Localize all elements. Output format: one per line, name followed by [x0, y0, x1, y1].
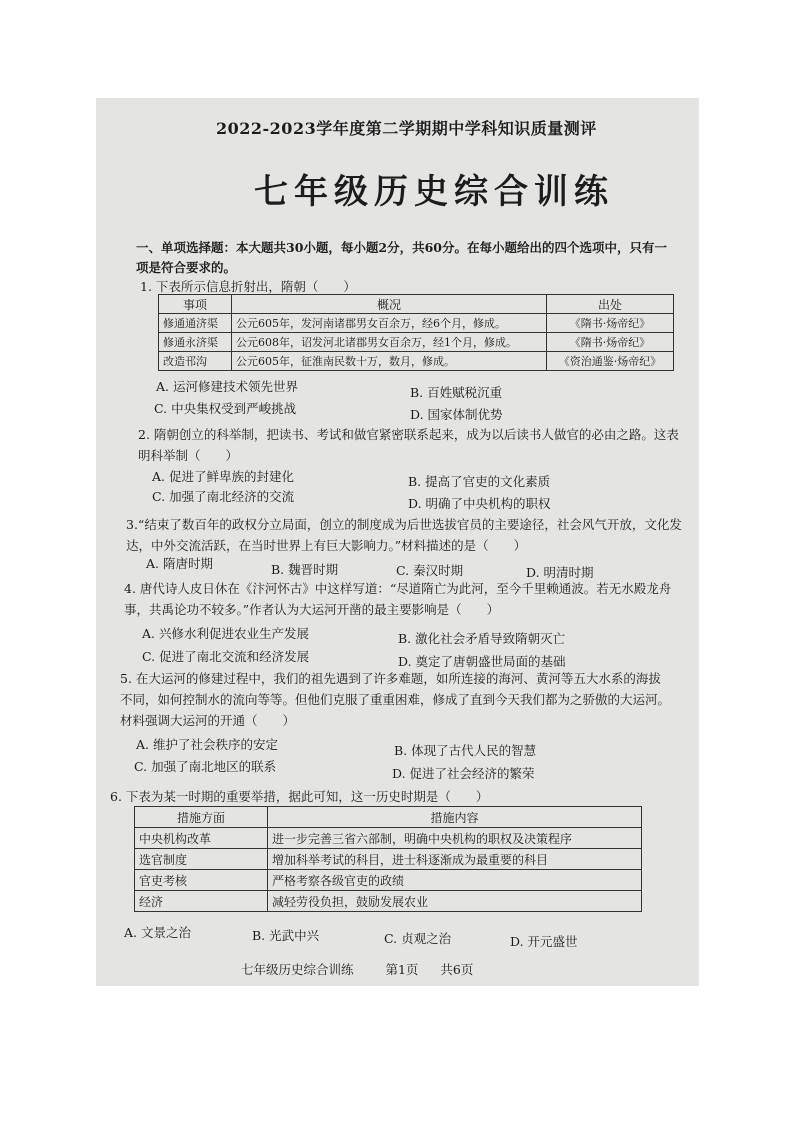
table-row — [135, 870, 642, 891]
table-row — [135, 891, 642, 912]
table-cell: 修通通济渠 — [159, 314, 232, 333]
section-heading: 一、单项选择题：本大题共30小题，每小题2分，共60分。在每小题给出的四个选项中，只有一项是符合要求的。 — [136, 240, 667, 275]
option-a: A. 促进了鲜卑族的封建化 — [152, 469, 294, 484]
option-d: D. 促进了社会经济的繁荣 — [392, 766, 535, 781]
question-1-table — [158, 294, 674, 371]
option-a: A. 文景之治 — [124, 925, 191, 940]
table-header: 事项 — [159, 295, 232, 314]
table-cell: 《隋书·炀帝纪》 — [547, 333, 674, 352]
table-cell: 公元605年，征淮南民数十万，数月，修成。 — [232, 352, 547, 371]
option-b: B. 提高了官吏的文化素质 — [408, 474, 551, 489]
table-cell: 公元608年，诏发河北诸郡男女百余万，经1个月，修成。 — [232, 333, 547, 352]
table-row — [159, 352, 674, 371]
option-d: D. 奠定了唐朝盛世局面的基础 — [398, 654, 566, 669]
question-5-stem: 5. 在大运河的修建过程中，我们的祖先遇到了许多难题，如所连接的海河、黄河等五大水系的海拔不同，如何控制水的流向等等。但他们克服了重重困难，修成了直到今天我们都为之骄傲的大运河。材料强调大运河的开通（ ） — [120, 671, 671, 728]
table-cell: 增加科举考试的科目，进士科逐渐成为最重要的科目 — [268, 849, 642, 870]
option-b: B. 体现了古代人民的智慧 — [394, 743, 537, 758]
table-header: 措施方面 — [135, 807, 268, 828]
option-d: D. 明清时期 — [526, 565, 594, 580]
option-d: D. 开元盛世 — [510, 934, 578, 949]
table-cell: 《隋书·炀帝纪》 — [547, 314, 674, 333]
table-cell: 官吏考核 — [135, 870, 268, 891]
table-cell: 选官制度 — [135, 849, 268, 870]
option-a: A. 维护了社会秩序的安定 — [136, 737, 278, 752]
table-cell: 《资治通鉴·炀帝纪》 — [547, 352, 674, 371]
table-header: 概况 — [232, 295, 547, 314]
question-1-stem: 1. 下表所示信息折射出，隋朝（ ） — [140, 279, 356, 294]
option-d: D. 明确了中央机构的职权 — [408, 496, 551, 511]
table-cell: 严格考察各级官吏的政绩 — [268, 870, 642, 891]
page-footer — [241, 960, 473, 978]
question-2-stem: 2. 隋朝创立的科举制，把读书、考试和做官紧密联系起来，成为以后读书人做官的必由之路。这表明科举制（ ） — [138, 427, 679, 463]
table-cell: 修通永济渠 — [159, 333, 232, 352]
option-b: B. 光武中兴 — [252, 928, 320, 943]
option-a: A. 兴修水利促进农业生产发展 — [142, 626, 309, 641]
question-3-stem: 3.“结束了数百年的政权分立局面，创立的制度成为后世选拔官员的主要途径，社会风气开放，文化发达，中外交流活跃，在当时世界上有巨大影响力。”材料描述的是（ ） — [126, 517, 682, 553]
table-cell: 改造邗沟 — [159, 352, 232, 371]
option-d: D. 国家体制优势 — [410, 407, 503, 422]
table-header: 出处 — [547, 295, 674, 314]
table-cell: 公元605年，发河南诸郡男女百余万，经6个月，修成。 — [232, 314, 547, 333]
table-row — [159, 333, 674, 352]
option-c: C. 贞观之治 — [384, 931, 452, 946]
option-b: B. 魏晋时期 — [271, 562, 339, 577]
option-c: C. 加强了南北经济的交流 — [152, 489, 295, 504]
table-row — [135, 828, 642, 849]
exam-title: 七年级历史综合训练 — [254, 172, 614, 212]
option-b: B. 激化社会矛盾导致隋朝灭亡 — [398, 631, 566, 646]
table-row — [159, 314, 674, 333]
footer-course: 七年级历史综合训练 — [241, 962, 354, 977]
table-cell: 进一步完善三省六部制，明确中央机构的职权及决策程序 — [268, 828, 642, 849]
table-cell: 中央机构改革 — [135, 828, 268, 849]
option-c: C. 中央集权受到严峻挑战 — [154, 401, 297, 416]
exam-subtitle: 2022-2023学年度第二学期期中学科知识质量测评 — [216, 119, 597, 138]
table-cell: 经济 — [135, 891, 268, 912]
option-a: A. 隋唐时期 — [146, 556, 213, 571]
option-a: A. 运河修建技术领先世界 — [156, 379, 298, 394]
question-4-stem: 4. 唐代诗人皮日休在《汴河怀古》中这样写道：“尽道隋亡为此河，至今千里赖通波。若无水殿龙舟事，共禹论功不较多。”作者认为大运河开凿的最主要影响是（ ） — [124, 581, 672, 617]
question-6-stem: 6. 下表为某一时期的重要举措，据此可知，这一历史时期是（ ） — [110, 789, 489, 804]
table-row — [135, 849, 642, 870]
footer-page-number: 第1页 — [385, 962, 419, 977]
table-cell: 减轻劳役负担，鼓励发展农业 — [268, 891, 642, 912]
option-c: C. 促进了南北交流和经济发展 — [142, 649, 310, 664]
footer-total-pages: 共6页 — [440, 962, 474, 977]
exam-paper — [96, 98, 699, 986]
option-c: C. 秦汉时期 — [396, 563, 464, 578]
table-header: 措施内容 — [268, 807, 642, 828]
option-b: B. 百姓赋税沉重 — [410, 385, 503, 400]
option-c: C. 加强了南北地区的联系 — [134, 759, 277, 774]
question-6-table — [134, 806, 642, 912]
